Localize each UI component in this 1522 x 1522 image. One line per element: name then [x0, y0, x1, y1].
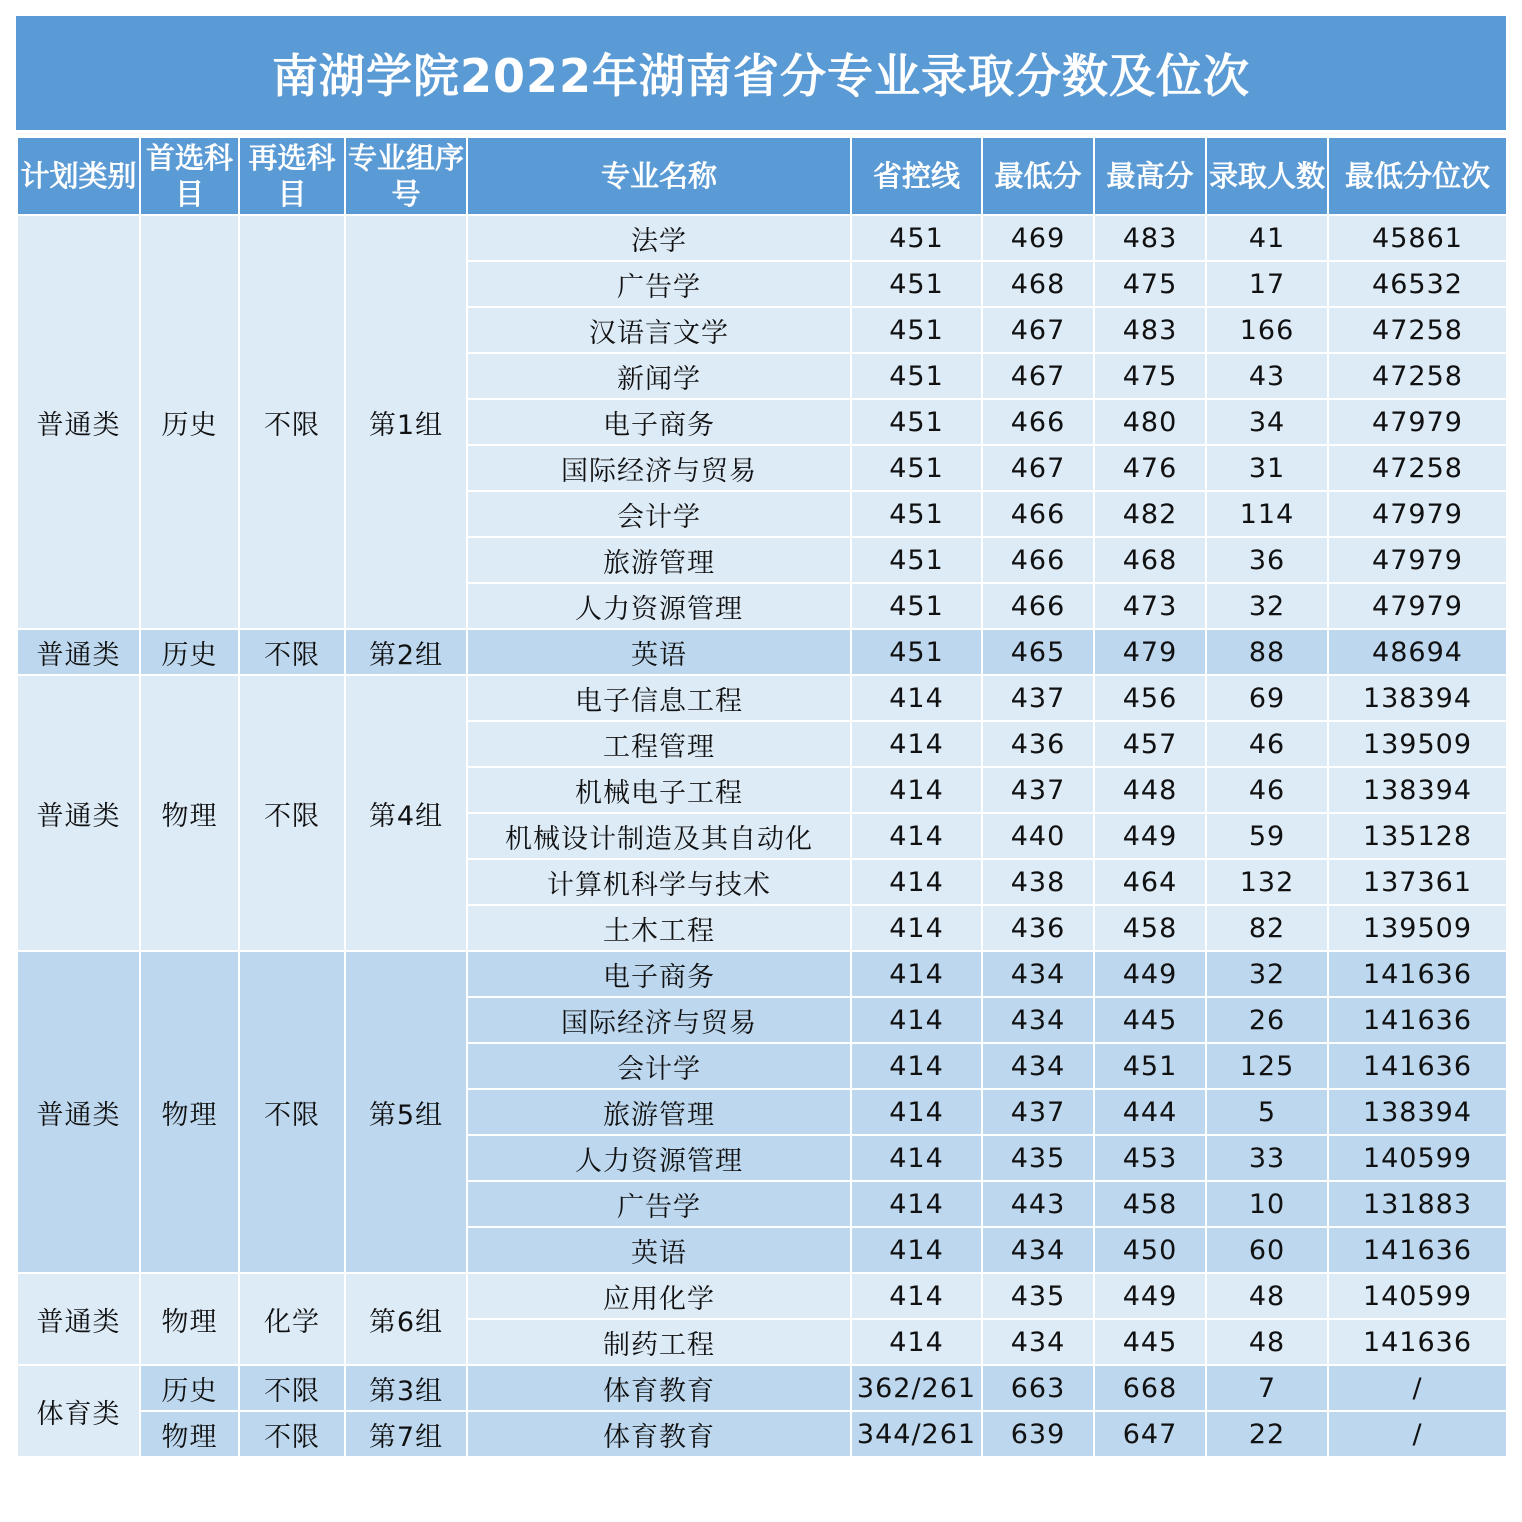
- first-subject-cell: 物理: [140, 1411, 239, 1457]
- min-score-cell: 468: [982, 261, 1094, 307]
- major-cell: 旅游管理: [467, 1089, 851, 1135]
- control-line-cell: 414: [851, 813, 982, 859]
- admitted-cell: 114: [1206, 491, 1328, 537]
- min-rank-cell: 139509: [1328, 721, 1507, 767]
- min-rank-cell: 139509: [1328, 905, 1507, 951]
- min-rank-cell: 47979: [1328, 537, 1507, 583]
- min-score-cell: 443: [982, 1181, 1094, 1227]
- admitted-cell: 31: [1206, 445, 1328, 491]
- min-rank-cell: 138394: [1328, 675, 1507, 721]
- min-rank-cell: 141636: [1328, 951, 1507, 997]
- control-line-cell: 451: [851, 629, 982, 675]
- min-rank-cell: 47258: [1328, 307, 1507, 353]
- max-score-cell: 668: [1094, 1365, 1206, 1411]
- min-rank-cell: 46532: [1328, 261, 1507, 307]
- major-cell: 会计学: [467, 491, 851, 537]
- min-rank-cell: 138394: [1328, 767, 1507, 813]
- min-score-cell: 434: [982, 1043, 1094, 1089]
- min-score-cell: 437: [982, 767, 1094, 813]
- admitted-cell: 60: [1206, 1227, 1328, 1273]
- min-score-cell: 437: [982, 675, 1094, 721]
- header-admitted: 录取人数: [1206, 137, 1328, 215]
- min-score-cell: 440: [982, 813, 1094, 859]
- admitted-cell: 34: [1206, 399, 1328, 445]
- header-min-score: 最低分: [982, 137, 1094, 215]
- max-score-cell: 473: [1094, 583, 1206, 629]
- control-line-cell: 414: [851, 1089, 982, 1135]
- plan-type-cell: 普通类: [17, 1273, 140, 1365]
- max-score-cell: 479: [1094, 629, 1206, 675]
- admitted-cell: 5: [1206, 1089, 1328, 1135]
- major-cell: 国际经济与贸易: [467, 445, 851, 491]
- major-cell: 会计学: [467, 1043, 851, 1089]
- admitted-cell: 26: [1206, 997, 1328, 1043]
- table-row: [17, 215, 1507, 261]
- max-score-cell: 449: [1094, 1273, 1206, 1319]
- max-score-cell: 449: [1094, 813, 1206, 859]
- admitted-cell: 46: [1206, 767, 1328, 813]
- max-score-cell: 458: [1094, 1181, 1206, 1227]
- max-score-cell: 445: [1094, 1319, 1206, 1365]
- header-major: 专业名称: [467, 137, 851, 215]
- control-line-cell: 414: [851, 1319, 982, 1365]
- major-cell: 汉语言文学: [467, 307, 851, 353]
- first-subject-cell: 历史: [140, 629, 239, 675]
- min-score-cell: 465: [982, 629, 1094, 675]
- header-group-no: 专业组序号: [345, 137, 467, 215]
- header-plan-type: 计划类别: [17, 137, 140, 215]
- group-no-cell: 第4组: [345, 675, 467, 951]
- min-rank-cell: 135128: [1328, 813, 1507, 859]
- min-score-cell: 438: [982, 859, 1094, 905]
- control-line-cell: 362/261: [851, 1365, 982, 1411]
- min-rank-cell: 140599: [1328, 1135, 1507, 1181]
- min-score-cell: 467: [982, 307, 1094, 353]
- max-score-cell: 444: [1094, 1089, 1206, 1135]
- major-cell: 体育教育: [467, 1365, 851, 1411]
- table-row: [17, 951, 1507, 997]
- table-body: [17, 215, 1507, 1457]
- min-rank-cell: 45861: [1328, 215, 1507, 261]
- major-cell: 体育教育: [467, 1411, 851, 1457]
- min-rank-cell: 141636: [1328, 997, 1507, 1043]
- page-title: 南湖学院2022年湖南省分专业录取分数及位次: [16, 16, 1506, 130]
- admitted-cell: 33: [1206, 1135, 1328, 1181]
- min-rank-cell: 138394: [1328, 1089, 1507, 1135]
- min-rank-cell: 141636: [1328, 1319, 1507, 1365]
- min-rank-cell: 141636: [1328, 1043, 1507, 1089]
- second-subject-cell: 不限: [239, 951, 345, 1273]
- major-cell: 旅游管理: [467, 537, 851, 583]
- control-line-cell: 414: [851, 951, 982, 997]
- control-line-cell: 414: [851, 721, 982, 767]
- control-line-cell: 414: [851, 1273, 982, 1319]
- first-subject-cell: 物理: [140, 675, 239, 951]
- max-score-cell: 475: [1094, 353, 1206, 399]
- major-cell: 制药工程: [467, 1319, 851, 1365]
- control-line-cell: 414: [851, 1227, 982, 1273]
- min-score-cell: 466: [982, 583, 1094, 629]
- table-row: [17, 1273, 1507, 1319]
- major-cell: 机械电子工程: [467, 767, 851, 813]
- min-score-cell: 466: [982, 491, 1094, 537]
- control-line-cell: 451: [851, 445, 982, 491]
- max-score-cell: 458: [1094, 905, 1206, 951]
- second-subject-cell: 不限: [239, 629, 345, 675]
- min-rank-cell: 47258: [1328, 445, 1507, 491]
- min-score-cell: 436: [982, 721, 1094, 767]
- min-rank-cell: 47979: [1328, 491, 1507, 537]
- admitted-cell: 17: [1206, 261, 1328, 307]
- min-rank-cell: /: [1328, 1365, 1507, 1411]
- control-line-cell: 451: [851, 307, 982, 353]
- second-subject-cell: 不限: [239, 1365, 345, 1411]
- first-subject-cell: 物理: [140, 1273, 239, 1365]
- max-score-cell: 647: [1094, 1411, 1206, 1457]
- min-score-cell: 434: [982, 997, 1094, 1043]
- max-score-cell: 480: [1094, 399, 1206, 445]
- max-score-cell: 445: [1094, 997, 1206, 1043]
- table-row: [17, 1365, 1507, 1411]
- table-row: [17, 675, 1507, 721]
- control-line-cell: 414: [851, 1135, 982, 1181]
- control-line-cell: 414: [851, 905, 982, 951]
- second-subject-cell: 化学: [239, 1273, 345, 1365]
- max-score-cell: 450: [1094, 1227, 1206, 1273]
- min-score-cell: 663: [982, 1365, 1094, 1411]
- plan-type-cell: 普通类: [17, 675, 140, 951]
- min-score-cell: 467: [982, 445, 1094, 491]
- control-line-cell: 414: [851, 1043, 982, 1089]
- header-second-subject: 再选科目: [239, 137, 345, 215]
- min-score-cell: 434: [982, 1319, 1094, 1365]
- admitted-cell: 32: [1206, 951, 1328, 997]
- header-first-subject: 首选科目: [140, 137, 239, 215]
- control-line-cell: 451: [851, 399, 982, 445]
- min-rank-cell: 47258: [1328, 353, 1507, 399]
- control-line-cell: 451: [851, 261, 982, 307]
- admitted-cell: 69: [1206, 675, 1328, 721]
- major-cell: 人力资源管理: [467, 1135, 851, 1181]
- min-score-cell: 466: [982, 399, 1094, 445]
- control-line-cell: 344/261: [851, 1411, 982, 1457]
- max-score-cell: 482: [1094, 491, 1206, 537]
- control-line-cell: 414: [851, 859, 982, 905]
- min-score-cell: 467: [982, 353, 1094, 399]
- second-subject-cell: 不限: [239, 215, 345, 629]
- group-no-cell: 第5组: [345, 951, 467, 1273]
- control-line-cell: 414: [851, 767, 982, 813]
- admitted-cell: 48: [1206, 1319, 1328, 1365]
- admitted-cell: 125: [1206, 1043, 1328, 1089]
- admission-table: [16, 136, 1508, 1458]
- control-line-cell: 451: [851, 537, 982, 583]
- first-subject-cell: 历史: [140, 1365, 239, 1411]
- major-cell: 应用化学: [467, 1273, 851, 1319]
- min-score-cell: 435: [982, 1135, 1094, 1181]
- max-score-cell: 453: [1094, 1135, 1206, 1181]
- admitted-cell: 82: [1206, 905, 1328, 951]
- admitted-cell: 10: [1206, 1181, 1328, 1227]
- admitted-cell: 166: [1206, 307, 1328, 353]
- major-cell: 电子信息工程: [467, 675, 851, 721]
- max-score-cell: 483: [1094, 215, 1206, 261]
- min-score-cell: 434: [982, 951, 1094, 997]
- control-line-cell: 414: [851, 1181, 982, 1227]
- min-score-cell: 435: [982, 1273, 1094, 1319]
- group-no-cell: 第7组: [345, 1411, 467, 1457]
- min-rank-cell: 131883: [1328, 1181, 1507, 1227]
- major-cell: 土木工程: [467, 905, 851, 951]
- plan-type-cell: 普通类: [17, 951, 140, 1273]
- second-subject-cell: 不限: [239, 1411, 345, 1457]
- header-min-rank: 最低分位次: [1328, 137, 1507, 215]
- max-score-cell: 457: [1094, 721, 1206, 767]
- admitted-cell: 43: [1206, 353, 1328, 399]
- second-subject-cell: 不限: [239, 675, 345, 951]
- control-line-cell: 451: [851, 353, 982, 399]
- min-score-cell: 437: [982, 1089, 1094, 1135]
- header-control-line: 省控线: [851, 137, 982, 215]
- admitted-cell: 48: [1206, 1273, 1328, 1319]
- min-score-cell: 436: [982, 905, 1094, 951]
- table-row: [17, 1411, 1507, 1457]
- major-cell: 英语: [467, 1227, 851, 1273]
- admitted-cell: 7: [1206, 1365, 1328, 1411]
- min-rank-cell: 47979: [1328, 583, 1507, 629]
- control-line-cell: 451: [851, 583, 982, 629]
- min-rank-cell: 141636: [1328, 1227, 1507, 1273]
- min-rank-cell: 48694: [1328, 629, 1507, 675]
- max-score-cell: 483: [1094, 307, 1206, 353]
- min-rank-cell: /: [1328, 1411, 1507, 1457]
- major-cell: 广告学: [467, 261, 851, 307]
- min-rank-cell: 140599: [1328, 1273, 1507, 1319]
- min-rank-cell: 137361: [1328, 859, 1507, 905]
- admitted-cell: 46: [1206, 721, 1328, 767]
- max-score-cell: 468: [1094, 537, 1206, 583]
- control-line-cell: 414: [851, 675, 982, 721]
- header-max-score: 最高分: [1094, 137, 1206, 215]
- group-no-cell: 第6组: [345, 1273, 467, 1365]
- plan-type-cell: 普通类: [17, 629, 140, 675]
- major-cell: 法学: [467, 215, 851, 261]
- min-rank-cell: 47979: [1328, 399, 1507, 445]
- major-cell: 工程管理: [467, 721, 851, 767]
- min-score-cell: 469: [982, 215, 1094, 261]
- max-score-cell: 449: [1094, 951, 1206, 997]
- major-cell: 电子商务: [467, 399, 851, 445]
- admitted-cell: 32: [1206, 583, 1328, 629]
- min-score-cell: 466: [982, 537, 1094, 583]
- min-score-cell: 639: [982, 1411, 1094, 1457]
- max-score-cell: 448: [1094, 767, 1206, 813]
- major-cell: 人力资源管理: [467, 583, 851, 629]
- admitted-cell: 59: [1206, 813, 1328, 859]
- plan-type-cell: 普通类: [17, 215, 140, 629]
- group-no-cell: 第2组: [345, 629, 467, 675]
- major-cell: 国际经济与贸易: [467, 997, 851, 1043]
- major-cell: 计算机科学与技术: [467, 859, 851, 905]
- major-cell: 新闻学: [467, 353, 851, 399]
- admitted-cell: 22: [1206, 1411, 1328, 1457]
- max-score-cell: 464: [1094, 859, 1206, 905]
- table-row: [17, 629, 1507, 675]
- max-score-cell: 475: [1094, 261, 1206, 307]
- major-cell: 广告学: [467, 1181, 851, 1227]
- group-no-cell: 第3组: [345, 1365, 467, 1411]
- admitted-cell: 132: [1206, 859, 1328, 905]
- header-row: [17, 137, 1507, 215]
- plan-type-cell: 体育类: [17, 1365, 140, 1457]
- max-score-cell: 451: [1094, 1043, 1206, 1089]
- admitted-cell: 88: [1206, 629, 1328, 675]
- control-line-cell: 414: [851, 997, 982, 1043]
- first-subject-cell: 物理: [140, 951, 239, 1273]
- control-line-cell: 451: [851, 215, 982, 261]
- admitted-cell: 41: [1206, 215, 1328, 261]
- major-cell: 机械设计制造及其自动化: [467, 813, 851, 859]
- major-cell: 电子商务: [467, 951, 851, 997]
- group-no-cell: 第1组: [345, 215, 467, 629]
- major-cell: 英语: [467, 629, 851, 675]
- max-score-cell: 456: [1094, 675, 1206, 721]
- min-score-cell: 434: [982, 1227, 1094, 1273]
- control-line-cell: 451: [851, 491, 982, 537]
- admitted-cell: 36: [1206, 537, 1328, 583]
- max-score-cell: 476: [1094, 445, 1206, 491]
- first-subject-cell: 历史: [140, 215, 239, 629]
